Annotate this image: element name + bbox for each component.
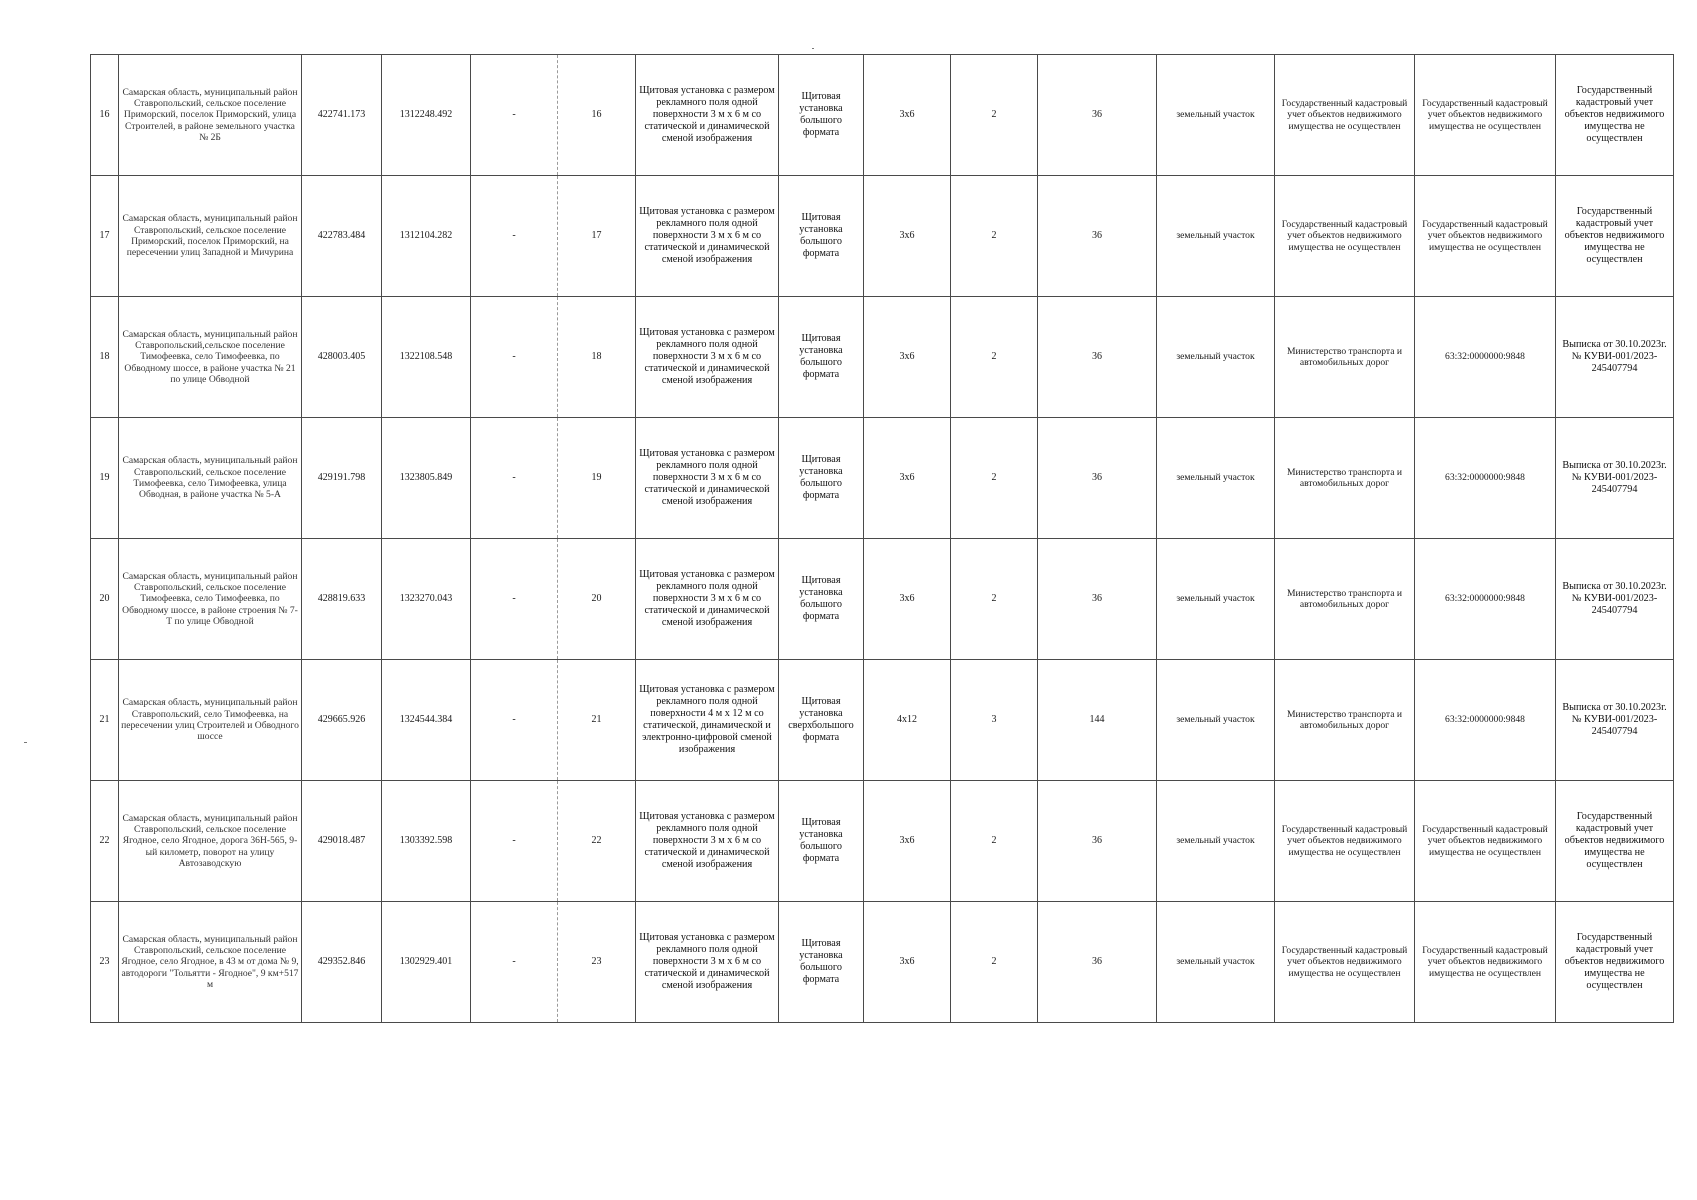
table-row	[91, 176, 1674, 297]
row-number: 20	[91, 539, 119, 660]
address-cell: Самарская область, муниципальный район Ставропольский, сельское поселение Тимофеевка, село Тимофеевка, по Обводному шоссе, в районе строения № 7-Т по улице Обводной	[119, 539, 302, 660]
land-type-cell: земельный участок	[1157, 781, 1275, 902]
advertising-structures-table	[90, 54, 1674, 1023]
structure-description-cell: Щитовая установка с размером рекламного поля одной поверхности 3 м х 6 м со статической и динамической сменой изображения	[636, 781, 779, 902]
table-row	[91, 902, 1674, 1023]
cadastral-number-cell: 63:32:0000000:9848	[1415, 660, 1556, 781]
cadastral-number-cell: Государственный кадастровый учет объектов недвижимого имущества не осуществлен	[1415, 176, 1556, 297]
empty-value-cell: -	[471, 660, 558, 781]
document-cell: Государственный кадастровый учет объектов недвижимого имущества не осуществлен	[1556, 55, 1674, 176]
document-cell: Государственный кадастровый учет объектов недвижимого имущества не осуществлен	[1556, 781, 1674, 902]
coordinate-y-cell: 1322108.548	[382, 297, 471, 418]
sides-count-cell: 2	[951, 176, 1038, 297]
address-cell: Самарская область, муниципальный район Ставропольский, сельское поселение Ягодное, село Ягодное, дорога 36Н-565, 9-ый километр, поворот на улицу Автозаводскую	[119, 781, 302, 902]
empty-value-cell: -	[471, 176, 558, 297]
structure-number-cell: 19	[558, 418, 636, 539]
address-cell: Самарская область, муниципальный район Ставропольский, сельское поселение Тимофеевка, село Тимофеевка, улица Обводная, в районе участка № 5-А	[119, 418, 302, 539]
cadastral-number-cell: 63:32:0000000:9848	[1415, 539, 1556, 660]
land-type-cell: земельный участок	[1157, 660, 1275, 781]
land-type-cell: земельный участок	[1157, 297, 1275, 418]
row-number: 23	[91, 902, 119, 1023]
cadastral-number-cell: Государственный кадастровый учет объектов недвижимого имущества не осуществлен	[1415, 55, 1556, 176]
row-number: 18	[91, 297, 119, 418]
document-cell: Государственный кадастровый учет объектов недвижимого имущества не осуществлен	[1556, 902, 1674, 1023]
sides-count-cell: 2	[951, 902, 1038, 1023]
structure-number-cell: 17	[558, 176, 636, 297]
table-row	[91, 781, 1674, 902]
structure-description-cell: Щитовая установка с размером рекламного поля одной поверхности 3 м х 6 м со статической и динамической сменой изображения	[636, 902, 779, 1023]
coordinate-x-cell: 428003.405	[302, 297, 382, 418]
coordinate-y-cell: 1324544.384	[382, 660, 471, 781]
sides-count-cell: 2	[951, 418, 1038, 539]
row-number: 22	[91, 781, 119, 902]
address-cell: Самарская область, муниципальный район Ставропольский, сельское поселение Приморский, поселок Приморский, на пересечении улиц Западной и Мичурина	[119, 176, 302, 297]
coordinate-x-cell: 429352.846	[302, 902, 382, 1023]
land-type-cell: земельный участок	[1157, 176, 1275, 297]
empty-value-cell: -	[471, 55, 558, 176]
coordinate-y-cell: 1323805.849	[382, 418, 471, 539]
owner-cell: Государственный кадастровый учет объектов недвижимого имущества не осуществлен	[1275, 902, 1415, 1023]
coordinate-x-cell: 428819.633	[302, 539, 382, 660]
area-cell: 36	[1038, 418, 1157, 539]
table-body	[91, 55, 1674, 1023]
field-size-cell: 3х6	[864, 902, 951, 1023]
structure-description-cell: Щитовая установка с размером рекламного поля одной поверхности 3 м х 6 м со статической и динамической сменой изображения	[636, 176, 779, 297]
structure-description-cell: Щитовая установка с размером рекламного поля одной поверхности 3 м х 6 м со статической и динамической сменой изображения	[636, 297, 779, 418]
land-type-cell: земельный участок	[1157, 539, 1275, 660]
table-row	[91, 539, 1674, 660]
empty-value-cell: -	[471, 539, 558, 660]
sides-count-cell: 2	[951, 297, 1038, 418]
area-cell: 36	[1038, 539, 1157, 660]
empty-value-cell: -	[471, 418, 558, 539]
sides-count-cell: 2	[951, 539, 1038, 660]
cadastral-number-cell: Государственный кадастровый учет объектов недвижимого имущества не осуществлен	[1415, 902, 1556, 1023]
address-cell: Самарская область, муниципальный район Ставропольский, сельское поселение Ягодное, село Ягодное, в 43 м от дома № 9, автодороги "Тольятти - Ягодное", 9 км+517 м	[119, 902, 302, 1023]
row-number: 21	[91, 660, 119, 781]
structure-type-cell: Щитовая установка большого формата	[779, 55, 864, 176]
field-size-cell: 4х12	[864, 660, 951, 781]
coordinate-y-cell: 1312104.282	[382, 176, 471, 297]
cadastral-number-cell: Государственный кадастровый учет объектов недвижимого имущества не осуществлен	[1415, 781, 1556, 902]
area-cell: 36	[1038, 297, 1157, 418]
document-cell: Выписка от 30.10.2023г. № КУВИ-001/2023-245407794	[1556, 660, 1674, 781]
sides-count-cell: 2	[951, 781, 1038, 902]
coordinate-y-cell: 1303392.598	[382, 781, 471, 902]
structure-type-cell: Щитовая установка большого формата	[779, 297, 864, 418]
document-cell: Выписка от 30.10.2023г. № КУВИ-001/2023-245407794	[1556, 539, 1674, 660]
coordinate-x-cell: 422783.484	[302, 176, 382, 297]
sides-count-cell: 3	[951, 660, 1038, 781]
structure-type-cell: Щитовая установка сверхбольшого формата	[779, 660, 864, 781]
structure-number-cell: 23	[558, 902, 636, 1023]
coordinate-x-cell: 429191.798	[302, 418, 382, 539]
structure-description-cell: Щитовая установка с размером рекламного поля одной поверхности 3 м х 6 м со статической и динамической сменой изображения	[636, 55, 779, 176]
structure-number-cell: 21	[558, 660, 636, 781]
empty-value-cell: -	[471, 781, 558, 902]
document-cell: Выписка от 30.10.2023г. № КУВИ-001/2023-245407794	[1556, 418, 1674, 539]
field-size-cell: 3х6	[864, 418, 951, 539]
structure-description-cell: Щитовая установка с размером рекламного поля одной поверхности 4 м х 12 м со статической, динамической и электронно-цифровой сменой изображения	[636, 660, 779, 781]
field-size-cell: 3х6	[864, 55, 951, 176]
table-row	[91, 297, 1674, 418]
field-size-cell: 3х6	[864, 176, 951, 297]
cadastral-number-cell: 63:32:0000000:9848	[1415, 297, 1556, 418]
owner-cell: Министерство транспорта и автомобильных дорог	[1275, 660, 1415, 781]
table-row	[91, 55, 1674, 176]
land-type-cell: земельный участок	[1157, 902, 1275, 1023]
structure-description-cell: Щитовая установка с размером рекламного поля одной поверхности 3 м х 6 м со статической и динамической сменой изображения	[636, 418, 779, 539]
field-size-cell: 3х6	[864, 781, 951, 902]
document-cell: Выписка от 30.10.2023г. № КУВИ-001/2023-245407794	[1556, 297, 1674, 418]
structure-type-cell: Щитовая установка большого формата	[779, 902, 864, 1023]
row-number: 19	[91, 418, 119, 539]
field-size-cell: 3х6	[864, 297, 951, 418]
coordinate-x-cell: 429018.487	[302, 781, 382, 902]
sides-count-cell: 2	[951, 55, 1038, 176]
row-number: 17	[91, 176, 119, 297]
owner-cell: Министерство транспорта и автомобильных дорог	[1275, 539, 1415, 660]
land-type-cell: земельный участок	[1157, 55, 1275, 176]
owner-cell: Министерство транспорта и автомобильных дорог	[1275, 418, 1415, 539]
scan-speck	[812, 48, 814, 49]
document-cell: Государственный кадастровый учет объектов недвижимого имущества не осуществлен	[1556, 176, 1674, 297]
owner-cell: Государственный кадастровый учет объектов недвижимого имущества не осуществлен	[1275, 176, 1415, 297]
structure-number-cell: 20	[558, 539, 636, 660]
coordinate-y-cell: 1302929.401	[382, 902, 471, 1023]
area-cell: 144	[1038, 660, 1157, 781]
owner-cell: Государственный кадастровый учет объектов недвижимого имущества не осуществлен	[1275, 55, 1415, 176]
address-cell: Самарская область, муниципальный район Ставропольский, сельское поселение Приморский, поселок Приморский, улица Строителей, в районе земельного участка № 2Б	[119, 55, 302, 176]
row-number: 16	[91, 55, 119, 176]
empty-value-cell: -	[471, 902, 558, 1023]
structure-number-cell: 18	[558, 297, 636, 418]
coordinate-x-cell: 422741.173	[302, 55, 382, 176]
owner-cell: Государственный кадастровый учет объектов недвижимого имущества не осуществлен	[1275, 781, 1415, 902]
area-cell: 36	[1038, 176, 1157, 297]
structure-type-cell: Щитовая установка большого формата	[779, 176, 864, 297]
area-cell: 36	[1038, 781, 1157, 902]
structure-number-cell: 22	[558, 781, 636, 902]
land-type-cell: земельный участок	[1157, 418, 1275, 539]
area-cell: 36	[1038, 902, 1157, 1023]
scan-speck	[24, 742, 27, 743]
address-cell: Самарская область, муниципальный район Ставропольский,сельское поселение Тимофеевка, село Тимофеевка, по Обводному шоссе, в районе участка № 21 по улице Обводной	[119, 297, 302, 418]
structure-type-cell: Щитовая установка большого формата	[779, 781, 864, 902]
structure-description-cell: Щитовая установка с размером рекламного поля одной поверхности 3 м х 6 м со статической и динамической сменой изображения	[636, 539, 779, 660]
address-cell: Самарская область, муниципальный район Ставропольский, село Тимофеевка, на пересечении улиц Строителей и Обводного шоссе	[119, 660, 302, 781]
coordinate-y-cell: 1312248.492	[382, 55, 471, 176]
area-cell: 36	[1038, 55, 1157, 176]
coordinate-y-cell: 1323270.043	[382, 539, 471, 660]
empty-value-cell: -	[471, 297, 558, 418]
structure-type-cell: Щитовая установка большого формата	[779, 539, 864, 660]
cadastral-number-cell: 63:32:0000000:9848	[1415, 418, 1556, 539]
owner-cell: Министерство транспорта и автомобильных дорог	[1275, 297, 1415, 418]
field-size-cell: 3х6	[864, 539, 951, 660]
table-row	[91, 660, 1674, 781]
structure-type-cell: Щитовая установка большого формата	[779, 418, 864, 539]
table-row	[91, 418, 1674, 539]
structure-number-cell: 16	[558, 55, 636, 176]
coordinate-x-cell: 429665.926	[302, 660, 382, 781]
